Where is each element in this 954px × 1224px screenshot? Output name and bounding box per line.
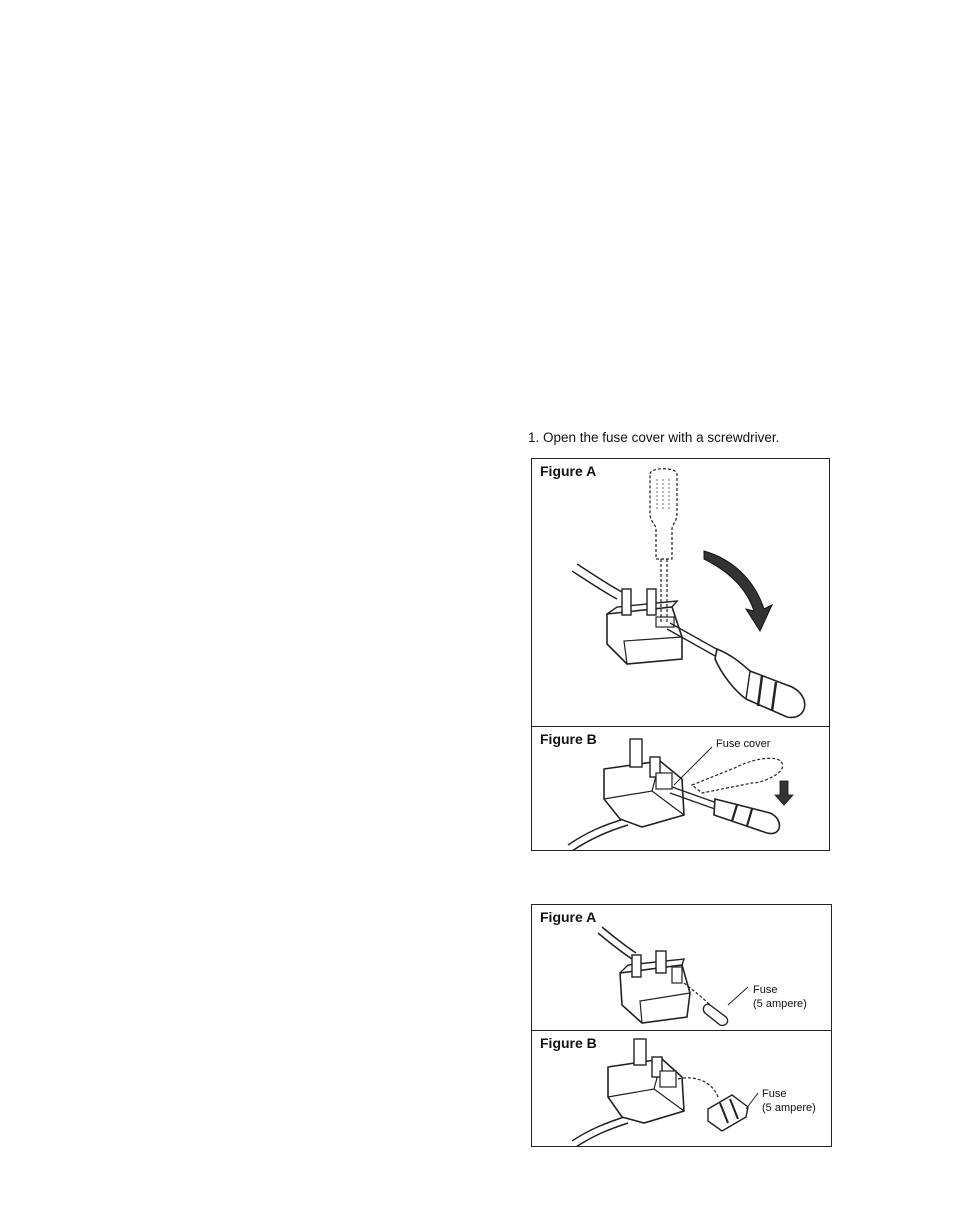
figure-b-panel	[532, 727, 829, 851]
figure-a-panel-2	[532, 905, 831, 1030]
figure-a-label: Figure A	[540, 463, 597, 479]
step-1-instruction: 1. Open the fuse cover with a screwdriver.	[528, 430, 780, 445]
plug-fuse-holder-illustration	[532, 1031, 831, 1147]
figure-b-label-2: Figure B	[540, 1035, 597, 1051]
fuse-callout-a-line2: (5 ampere)	[753, 998, 807, 1010]
figure-b-label: Figure B	[540, 731, 597, 747]
fuse-cover-callout: Fuse cover	[716, 738, 771, 750]
plug-fuse-cover-illustration	[532, 727, 829, 851]
figure-a-label-2: Figure A	[540, 909, 597, 925]
fuse-callout-b-line2: (5 ampere)	[762, 1102, 816, 1114]
figure-a-panel	[532, 459, 829, 726]
figure-box-open-cover	[531, 458, 830, 851]
figure-b-panel-2	[532, 1031, 831, 1147]
plug-screwdriver-illustration	[532, 459, 829, 726]
fuse-callout-b-line1: Fuse	[762, 1088, 787, 1100]
figure-box-replace-fuse	[531, 904, 832, 1147]
fuse-callout-a-line1: Fuse	[753, 984, 778, 996]
plug-fuse-removal-illustration	[532, 905, 831, 1030]
